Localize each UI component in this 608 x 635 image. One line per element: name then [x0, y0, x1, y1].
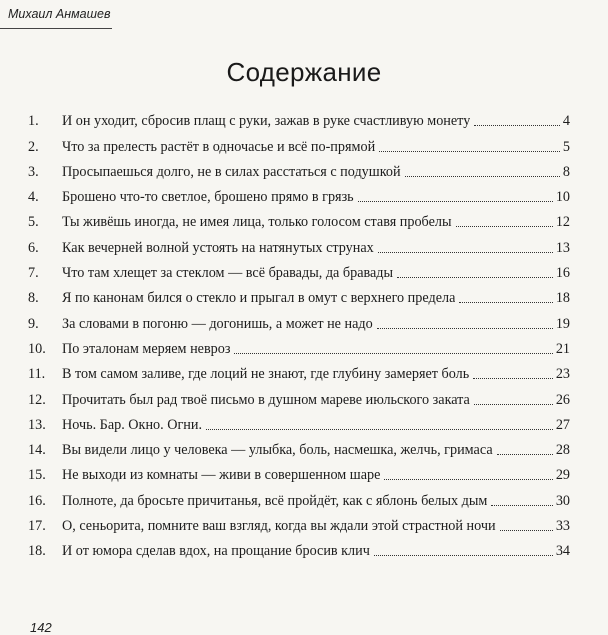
dot-leader: [374, 555, 553, 556]
dot-leader: [405, 176, 560, 177]
toc-entry-page: 12: [555, 214, 570, 231]
toc-entry-page: 13: [555, 239, 570, 256]
toc-entry: [28, 130, 570, 155]
toc-entry-title: Ночь. Бар. Окно. Огни.: [62, 416, 203, 433]
table-of-contents: [28, 105, 570, 560]
dot-leader: [206, 429, 553, 430]
toc-entry-title: Полноте, да бросьте причитанья, всё пройдёт, как с яблонь белых дым: [62, 492, 488, 509]
dot-leader: [474, 404, 553, 405]
toc-entry-page: 19: [555, 315, 570, 332]
dot-leader: [384, 479, 552, 480]
toc-entry: [28, 231, 570, 256]
toc-entry: [28, 409, 570, 434]
dot-leader: [378, 252, 553, 253]
toc-entry-number: 7.: [28, 265, 39, 282]
dot-leader: [491, 505, 552, 506]
toc-entry-title: Вы видели лицо у человека — улыбка, боль, насмешка, желчь, гримаса: [62, 442, 493, 459]
toc-entry-title: Что там хлещет за стеклом — всё бравады, да бравады: [62, 265, 394, 282]
toc-entry-number: 16.: [28, 492, 46, 509]
toc-entry-number: 18.: [28, 543, 46, 560]
toc-entry: [28, 181, 570, 206]
toc-entry-title: Просыпаешься долго, не в силах расстаться с подушкой: [62, 163, 401, 180]
toc-entry-title: Что за прелесть растёт в одночасье и всё по-прямой: [62, 138, 376, 155]
toc-entry: [28, 206, 570, 231]
toc-entry: [28, 333, 570, 358]
toc-entry-page: 30: [555, 492, 570, 509]
toc-entry: [28, 459, 570, 484]
toc-entry-number: 1.: [28, 113, 39, 130]
toc-entry-title: Брошено что-то светлое, брошено прямо в грязь: [62, 189, 354, 206]
toc-entry-number: 17.: [28, 518, 46, 535]
toc-entry-number: 14.: [28, 442, 46, 459]
toc-entry-page: 4: [562, 113, 570, 130]
dot-leader: [459, 302, 552, 303]
toc-entry: [28, 282, 570, 307]
toc-entry: [28, 105, 570, 130]
toc-entry-number: 5.: [28, 214, 39, 231]
page-number: 142: [30, 620, 52, 635]
dot-leader: [234, 353, 552, 354]
toc-entry-page: 29: [555, 467, 570, 484]
toc-entry: [28, 156, 570, 181]
toc-entry-title: Прочитать был рад твоё письмо в душном мареве июльского заката: [62, 391, 470, 408]
toc-entry-title: О, сеньорита, помните ваш взгляд, когда вы ждали этой страстной ночи: [62, 518, 496, 535]
toc-entry-title: По эталонам меряем невроз: [62, 340, 231, 357]
toc-entry: [28, 257, 570, 282]
toc-entry-title: И он уходит, сбросив плащ с руки, зажав в руке счастливую монету: [62, 113, 471, 130]
toc-entry-title: Как вечерней волной устоять на натянутых струнах: [62, 239, 374, 256]
toc-entry-title: Ты живёшь иногда, не имея лица, только голосом ставя пробелы: [62, 214, 452, 231]
toc-entry-number: 15.: [28, 467, 46, 484]
toc-entry-number: 9.: [28, 315, 39, 332]
toc-entry-number: 3.: [28, 163, 39, 180]
toc-entry-page: 27: [555, 416, 570, 433]
toc-entry-page: 34: [555, 543, 570, 560]
dot-leader: [397, 277, 553, 278]
toc-entry-page: 5: [562, 138, 570, 155]
toc-entry: [28, 307, 570, 332]
toc-entry-page: 28: [555, 442, 570, 459]
running-header: [0, 0, 112, 29]
toc-entry-number: 11.: [28, 366, 46, 383]
toc-entry: [28, 383, 570, 408]
toc-entry-page: 26: [555, 391, 570, 408]
toc-entry-page: 21: [555, 340, 570, 357]
dot-leader: [500, 530, 553, 531]
toc-entry-title: Не выходи из комнаты — живи в совершенном шаре: [62, 467, 381, 484]
dot-leader: [497, 454, 553, 455]
toc-entry-title: За словами в погоню — догонишь, а может не надо: [62, 315, 373, 332]
dot-leader: [379, 151, 560, 152]
toc-entry-page: 16: [555, 265, 570, 282]
toc-entry: [28, 510, 570, 535]
toc-entry: [28, 535, 570, 560]
dot-leader: [474, 125, 560, 126]
page-title: Содержание: [226, 57, 382, 87]
author-name: Михаил Анмашев: [8, 7, 111, 21]
toc-entry-title: И от юмора сделав вдох, на прощание бросив клич: [62, 543, 370, 560]
dot-leader: [377, 328, 553, 329]
toc-entry: [28, 358, 570, 383]
toc-entry-page: 23: [555, 366, 570, 383]
dot-leader: [473, 378, 553, 379]
toc-entry-page: 33: [555, 518, 570, 535]
dot-leader: [456, 226, 553, 227]
toc-entry-title: В том самом заливе, где лоций не знают, где глубину замеряет боль: [62, 366, 470, 383]
toc-entry-number: 2.: [28, 138, 39, 155]
toc-entry-number: 6.: [28, 239, 39, 256]
dot-leader: [358, 201, 553, 202]
toc-entry-page: 10: [555, 189, 570, 206]
toc-entry-number: 4.: [28, 189, 39, 206]
toc-entry: [28, 434, 570, 459]
toc-entry-title: Я по канонам бился о стекло и прыгал в омут с верхнего предела: [62, 290, 456, 307]
toc-entry-number: 13.: [28, 416, 46, 433]
toc-entry-number: 8.: [28, 290, 39, 307]
toc-entry-page: 18: [555, 290, 570, 307]
toc-entry-number: 10.: [28, 340, 46, 357]
toc-entry-page: 8: [562, 163, 570, 180]
toc-entry: [28, 484, 570, 509]
toc-entry-number: 12.: [28, 391, 46, 408]
